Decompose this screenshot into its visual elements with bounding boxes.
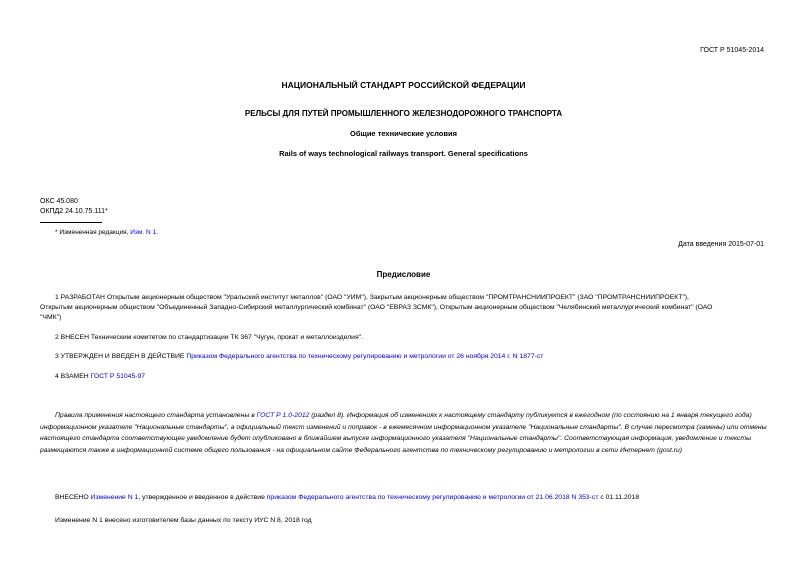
- rules-text-before: Правила применения настоящего стандарта установлены в: [55, 412, 257, 419]
- item-1-line-3: "ЧМК"): [40, 314, 62, 321]
- footnote-divider: [40, 222, 102, 223]
- item-4: [55, 372, 145, 382]
- database-change-note: Изменение N 1 внесено изготовителем базы данных по тексту ИУС N 8, 2018 год: [55, 517, 312, 524]
- document-title-english: Rails of ways technological railways transport. General specifications: [279, 149, 528, 158]
- amendment-1-link[interactable]: Изменение N 1: [90, 494, 139, 501]
- item-3-text: 3 УТВЕРЖДЕН И ВВЕДЕН В ДЕЙСТВИЕ: [55, 353, 187, 360]
- rules-text-after: (раздел 8). Информация об изменениях к настоящему стандарту публикуется в ежегодном (по состоянию на 1 января текущего года) информационном указателе "Национальные стандарты", а официальный текст изменений и поправок - в ежемесячном информационном указателе "Национальные стандарты". В случае пересмотра (замены) или отмены настоящего стандарта соответствующее уведомление будет опубликовано в ближайшем выпуске информационного указателя "Национальные стандарты". Соответствующая информация, уведомление и тексты размещаются также в информационной системе общего пользования - на официальном сайте Федерального агентства по техническому регулированию и метрологии в сети Интернет (gost.ru): [40, 412, 767, 454]
- item-1-line-1: 1 РАЗРАБОТАН Открытым акционерным обществом "Уральский институт металлов" (ОАО "УИМ"), Закрытым акционерным обществом "ПРОМТРАНСНИИПРОЕКТ" (ЗАО "ПРОМТРАНСНИИПРОЕКТ"),: [55, 294, 689, 301]
- gost-51045-97-link[interactable]: ГОСТ Р 51045-97: [90, 373, 146, 380]
- order-2014-link[interactable]: Приказом Федерального агентства по техническому регулированию и метрологии от 26 ноября 2014 г. N 1877-ст: [186, 353, 544, 360]
- item-3: [55, 352, 543, 362]
- footnote-text: * Измененная редакция,: [55, 229, 131, 236]
- amendment-text-3: с 01.11.2018: [598, 494, 640, 501]
- footnote: [55, 229, 158, 236]
- document-subtitle: Общие технические условия: [350, 129, 457, 138]
- order-2018-link[interactable]: приказом Федерального агентства по техническому регулированию и метрологии от 21.06.2018 N 353-ст: [266, 494, 599, 501]
- footnote-end: .: [156, 229, 158, 236]
- document-code: ГОСТ Р 51045-2014: [700, 47, 764, 54]
- item-2: 2 ВНЕСЕН Техническим комитетом по стандартизации ТК 367 "Чугун, прокат и металлоизделия".: [55, 334, 363, 341]
- national-standard-title: НАЦИОНАЛЬНЫЙ СТАНДАРТ РОССИЙСКОЙ ФЕДЕРАЦИИ: [281, 80, 526, 90]
- amendment-text-2: , утвержденное и введенное в действие: [138, 494, 267, 501]
- amendment-note: [55, 494, 639, 501]
- amendment-text-1: ВНЕСЕНО: [55, 494, 91, 501]
- okpd-code: ОКПД2 24.10.75.111*: [40, 208, 108, 215]
- preface-heading: Предисловие: [376, 270, 431, 279]
- document-title: РЕЛЬСЫ ДЛЯ ПУТЕЙ ПРОМЫШЛЕННОГО ЖЕЛЕЗНОДОРОЖНОГО ТРАНСПОРТА: [244, 109, 563, 118]
- item-4-text: 4 ВЗАМЕН: [55, 373, 91, 380]
- oks-code: ОКС 45.080: [40, 198, 78, 205]
- gost-1-0-2012-link[interactable]: ГОСТ Р 1.0-2012: [256, 412, 310, 419]
- footnote-change-link[interactable]: Изм. N 1: [130, 229, 157, 236]
- date-of-introduction: Дата введения 2015-07-01: [678, 241, 764, 248]
- item-1-line-2: Открытым акционерным обществом "Объединенный Западно-Сибирский металлургический комбинат" (ОАО "ЕВРАЗ ЗСМК"), Открытым акционерным обществом "Челябинский металлургический комбинат" (ОАО: [40, 304, 713, 311]
- application-rules-paragraph: [40, 410, 770, 456]
